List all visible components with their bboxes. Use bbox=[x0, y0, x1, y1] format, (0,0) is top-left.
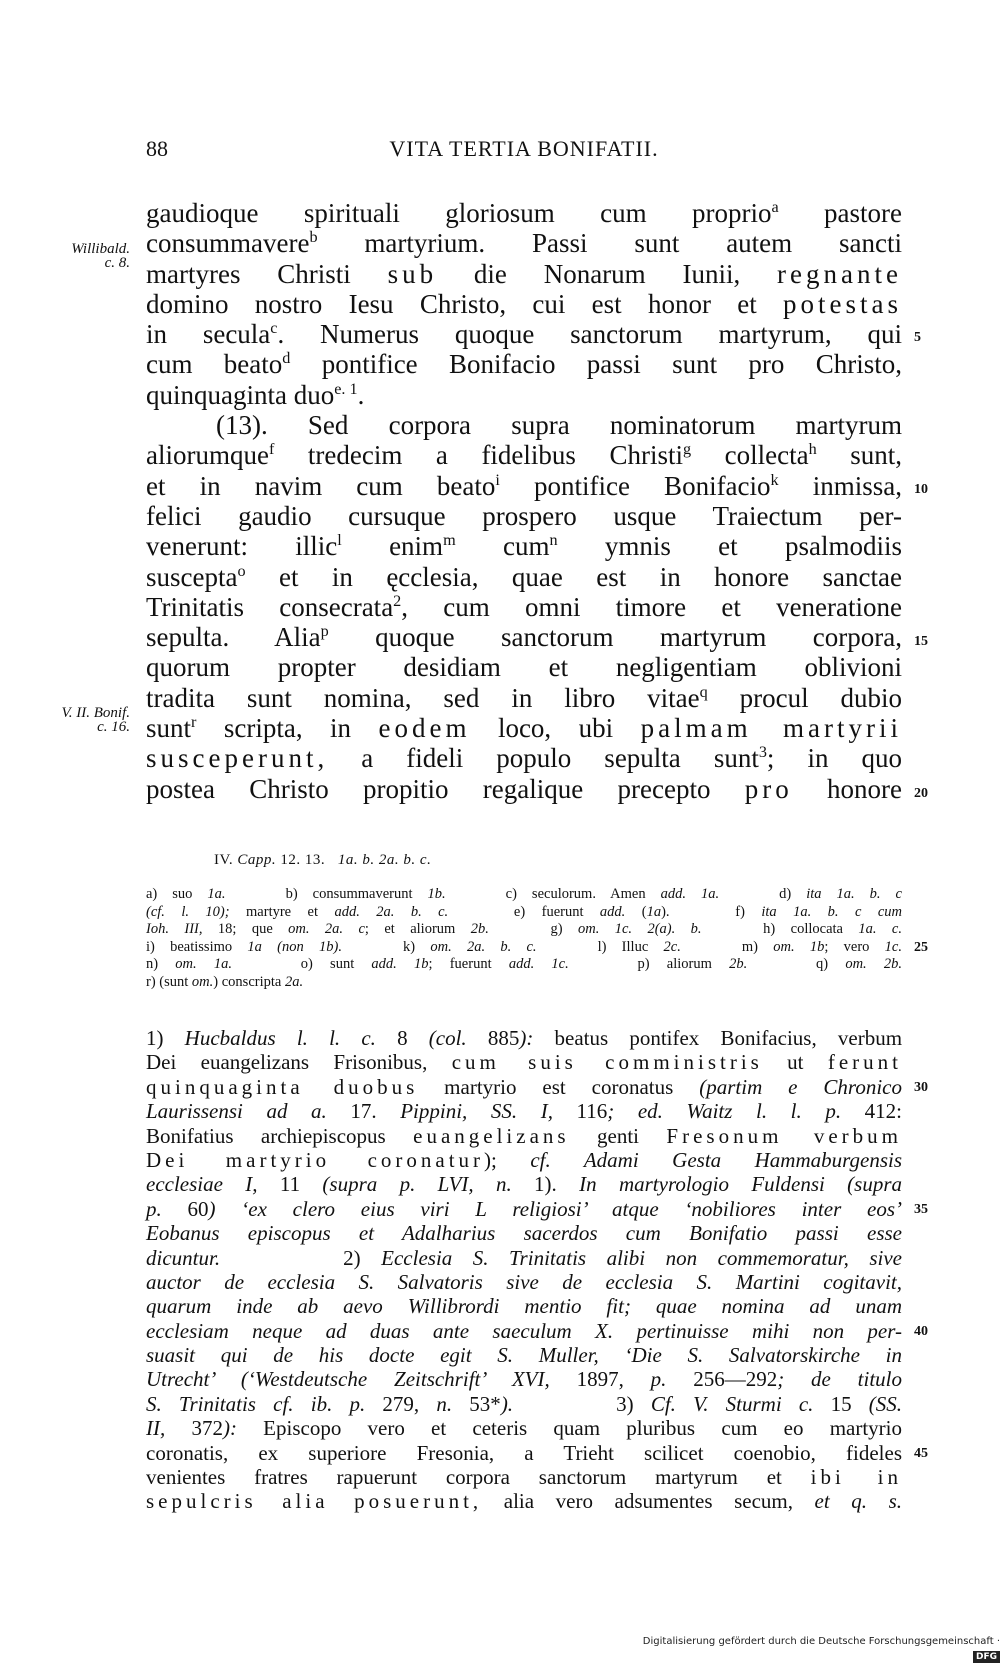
commentary-line: sepulcris alia posuerunt, alia vero adsumentes secum, et q. s. bbox=[146, 1489, 903, 1514]
line-number: 5 bbox=[914, 330, 921, 345]
text-line: et in navim cum beato$^i$ pontifice Bonifacio$^k$ inmissa, bbox=[146, 470, 902, 501]
apparatus-line: Ioh. III, 18; que om. 2a. c; et aliorum 2b. g) om. 1c. 2(a). b. h) collocata 1a. c. bbox=[146, 921, 902, 937]
commentary-line: venientes fratres rapuerunt corpora sanctorum martyrum et ibi in bbox=[146, 1465, 902, 1490]
commentary-line: quarum inde ab aevo Willibrordi mentio fit; quae nomina ad unam bbox=[146, 1294, 902, 1319]
commentary-line: II, 372): Episcopo vero et ceteris quam pluribus cum eo martyrio bbox=[146, 1416, 903, 1441]
commentary-line: dicuntur. 2) Ecclesia S. Trinitatis alibi non commemoratur, sive bbox=[146, 1245, 902, 1270]
line-number: 25 bbox=[914, 940, 928, 955]
line-number: 45 bbox=[914, 1446, 928, 1461]
commentary-line: S. Trinitatis cf. ib. p. 279, n. 53*). 3) Cf. V. Sturmi c. 15 (SS. bbox=[146, 1391, 903, 1416]
text-line: quinquaginta duo$^{e. 1}$. bbox=[146, 379, 365, 410]
text-line: domino nostro Iesu Christo, cui est honor et potestas bbox=[146, 288, 902, 319]
page-number: 88 bbox=[146, 136, 168, 161]
page-header bbox=[146, 136, 902, 168]
footer-text: Digitalisierung gefördert durch die Deutsche Forschungsgemeinschaft · bbox=[642, 1636, 1000, 1647]
text-line: cum beato$^d$ pontifice Bonifacio passi sunt pro Christo, bbox=[146, 349, 902, 380]
line-number: 30 bbox=[914, 1080, 928, 1095]
line-number: 15 bbox=[914, 634, 928, 649]
text-line: tradita sunt nomina, sed in libro vitae$^q$ procul dubio bbox=[146, 682, 902, 713]
commentary-line: Laurissensi ad a. 17. Pippini, SS. I, 116; ed. Waitz l. l. p. 412: bbox=[146, 1099, 902, 1124]
text-line: venerunt: illic$^l$ enim$^m$ cum$^n$ ymnis et psalmodiis bbox=[146, 531, 902, 562]
apparatus-line: (cf. l. 10); martyre et add. 2a. b. c. e) fuerunt add. (1a). f) ita 1a. b. c cum bbox=[146, 903, 902, 920]
dfg-logo: DFG bbox=[973, 1651, 1000, 1663]
main-text bbox=[146, 198, 902, 804]
text-line: Trinitatis consecrata$^2$, cum omni timore et veneratione bbox=[146, 591, 902, 622]
apparatus-line: i) beatissimo 1a (non 1b). k) om. 2a. b. c. l) Illuc 2c. m) om. 1b; vero 1c. bbox=[146, 938, 902, 955]
text-line: (13). Sed corpora supra nominatorum martyrum bbox=[216, 410, 902, 441]
commentary-line: ecclesiam neque ad duas ante saeculum X. pertinuisse mihi non per- bbox=[146, 1318, 902, 1343]
text-line: martyres Christi sub die Nonarum Iunii, regnante bbox=[146, 258, 902, 289]
apparatus-line: r) (sunt om.) conscripta 2a. bbox=[146, 973, 304, 990]
text-line: aliorumque$^f$ tredecim a fidelibus Christi$^g$ collecta$^h$ sunt, bbox=[146, 440, 902, 471]
line-number: 10 bbox=[914, 482, 928, 497]
commentary-line: Bonifatius archiepiscopus euangelizans genti Fresonum verbum bbox=[146, 1123, 902, 1148]
commentary-line: Utrecht’ (‘Westdeutsche Zeitschrift’ XVI, 1897, p. 256—292; de titulo bbox=[146, 1367, 903, 1392]
commentary-line: quinquaginta duobus martyrio est coronatus (partim e Chronico bbox=[146, 1074, 902, 1099]
commentary-line: coronatis, ex superiore Fresonia, a Trieht scilicet coenobio, fideles bbox=[146, 1440, 902, 1465]
text-line: quorum propter desidiam et negligentiam oblivioni bbox=[146, 652, 902, 683]
text-line: postea Christo propitio regalique precepto pro honore bbox=[146, 773, 902, 804]
commentary-line: p. 60) ‘ex clero eius viri L religiosi’ atque ‘nobiliores inter eos’ bbox=[146, 1196, 902, 1221]
running-title: VITA TERTIA BONIFATII. bbox=[389, 136, 659, 161]
line-number: 35 bbox=[914, 1202, 928, 1217]
text-line: consummavere$^b$ martyrium. Passi sunt autem sancti bbox=[146, 228, 902, 259]
sources-line: IV. Capp. 12. 13. 1a. b. 2a. b. c. bbox=[214, 852, 432, 868]
digitization-footer bbox=[612, 1634, 1000, 1662]
margin-note-willibald: Willibald. c. 8. bbox=[71, 241, 130, 271]
apparatus-line: a) suo 1a. b) consummaverunt 1b. c) seculorum. Amen add. 1a. d) ita 1a. b. c bbox=[146, 886, 902, 902]
apparatus-line: n) om. 1a. o) sunt add. 1b; fuerunt add. 1c. p) aliorum 2b. q) om. 2b. bbox=[146, 956, 902, 972]
commentary-notes bbox=[146, 1026, 902, 1514]
line-number: 40 bbox=[914, 1324, 928, 1339]
text-line: felici gaudio cursuque prospero usque Traiectum per- bbox=[146, 500, 902, 531]
commentary-line: suasit qui de his docte egit S. Muller, ‘Die S. Salvatorskirche in bbox=[146, 1343, 902, 1368]
text-line: sepulta. Alia$^p$ quoque sanctorum martyrum corpora, bbox=[146, 622, 902, 653]
critical-apparatus bbox=[146, 886, 902, 991]
commentary-line: auctor de ecclesia S. Salvatoris sive de ecclesia S. Martini cogitavit, bbox=[146, 1269, 902, 1294]
margin-note-vita-bonifatii: V. II. Bonif. c. 16. bbox=[61, 705, 130, 735]
commentary-line: ecclesiae I, 11 (supra p. LVI, n. 1). In martyrologio Fuldensi (supra bbox=[146, 1172, 902, 1197]
commentary-line: Dei euangelizans Frisonibus, cum suis comministris ut ferunt bbox=[146, 1050, 902, 1075]
text-line: sunt$^r$ scripta, in eodem loco, ubi palmam martyrii bbox=[146, 713, 902, 744]
commentary-line: 1) Hucbaldus l. l. c. 8 (col. 885): beatus pontifex Bonifacius, verbum bbox=[146, 1026, 903, 1050]
text-line: gaudioque spirituali gloriosum cum proprio$^a$ pastore bbox=[146, 198, 903, 228]
text-line: susceperunt, a fideli populo sepulta sunt$^3$; in quo bbox=[146, 743, 902, 774]
text-line: suscepta$^o$ et in ęcclesia, quae est in honore sanctae bbox=[146, 561, 902, 592]
line-number: 20 bbox=[914, 786, 928, 801]
text-line: in secula$^c$. Numerus quoque sanctorum martyrum, qui bbox=[146, 319, 902, 350]
commentary-line: Dei martyrio coronatur); cf. Adami Gesta Hammaburgensis bbox=[146, 1147, 903, 1172]
commentary-line: Eobanus episcopus et Adalharius sacerdos cum Bonifatio passi esse bbox=[146, 1221, 902, 1246]
